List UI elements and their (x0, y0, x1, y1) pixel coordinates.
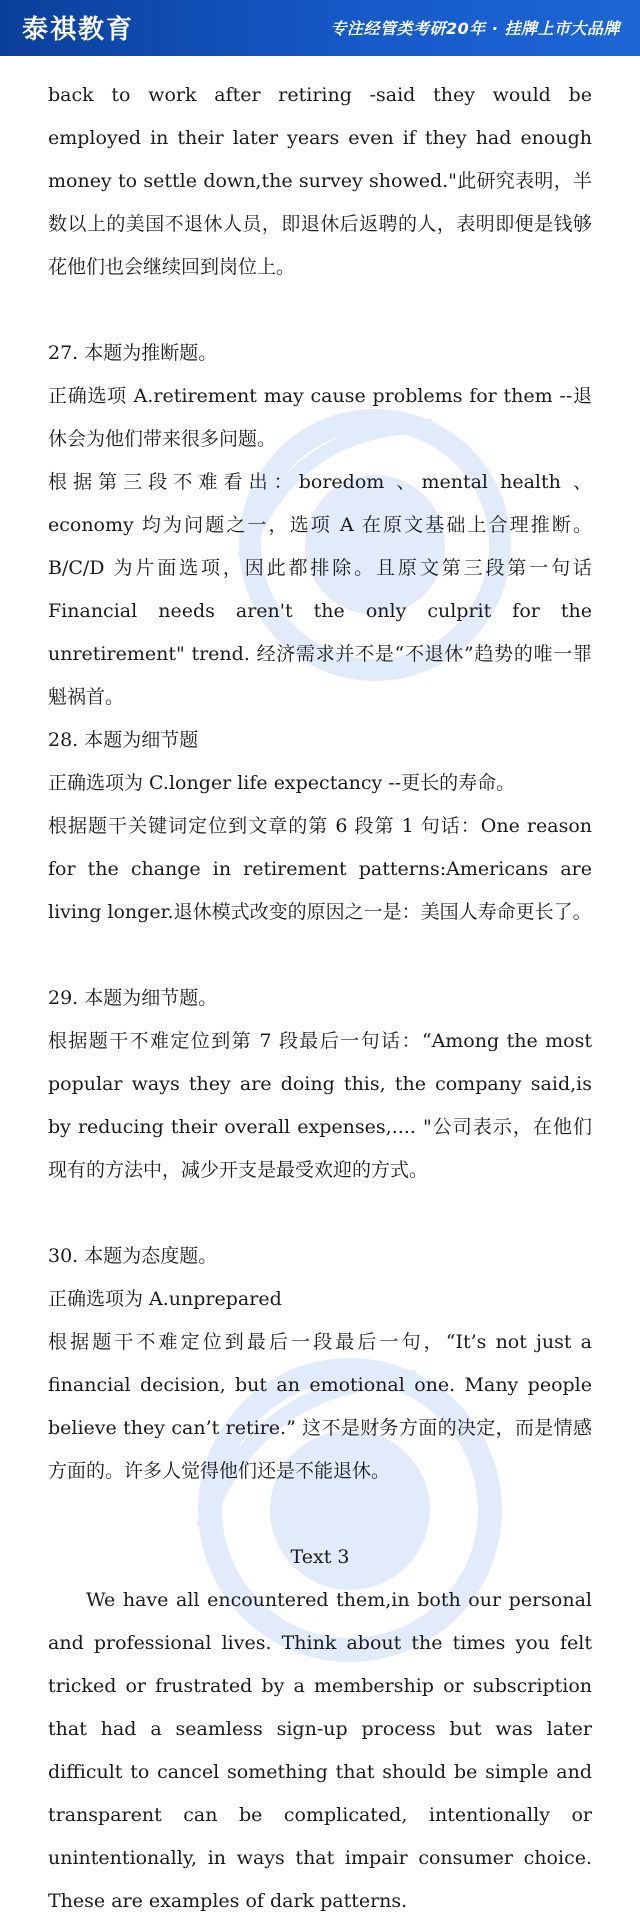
q29-title: 29. 本题为细节题。 (48, 987, 218, 1009)
q30-explanation: 根据题干不难定位到最后一段最后一句，“It’s not just a financial decision, but an emotional one. Many people believe they can’t retire.” 这不是财务方面的决定，而是情感方面的。许多人觉得他们还是不能退休。 (48, 1331, 592, 1482)
q28-answer: 正确选项为 C.longer life expectancy --更长的寿命。 (48, 772, 516, 794)
q27-explanation: 根据第三段不难看出：boredom 、mental health 、economy 均为问题之一，选项 A 在原文基础上合理推断。B/C/D 为片面选项，因此都排除。且原文第三段第一句话 Financial needs aren't the only culprit for the unretirement" trend. 经济需求并不是“不退休”趋势的唯一罪魁祸首。 (48, 471, 592, 708)
page-header (0, 0, 640, 56)
q28-title: 28. 本题为细节题 (48, 729, 199, 751)
q27-answer: 正确选项 A.retirement may cause problems for them --退休会为他们带来很多问题。 (48, 385, 592, 450)
header-slogan: 专注经管类考研20年 · 挂牌上市大品牌 (330, 19, 620, 38)
q30-answer: 正确选项为 A.unprepared (48, 1288, 282, 1310)
text3-title: Text 3 (290, 1546, 350, 1568)
brand-logo-text: 泰祺教育 (22, 15, 135, 45)
text3-paragraph: We have all encountered them,in both our personal and professional lives. Think about the times you felt tricked or frustrated by a membership or subscription that had a seamless sign-up process but was later difficult to cancel something that should be simple and transparent can be complicated, intentionally or unintentionally, in ways that impair consumer choice. These are examples of dark patterns. (48, 1589, 592, 1912)
q28-explanation: 根据题干关键词定位到文章的第 6 段第 1 句话：One reason for the change in retirement patterns:Americans are living longer.退休模式改变的原因之一是：美国人寿命更长了。 (48, 815, 592, 923)
intro-paragraph: back to work after retiring -said they would be employed in their later years even if they had enough money to settle down,the survey showed."此研究表明，半数以上的美国不退休人员，即退休后返聘的人，表明即便是钱够花他们也会继续回到岗位上。 (48, 84, 592, 278)
q27-title: 27. 本题为推断题。 (48, 342, 218, 364)
q29-explanation: 根据题干不难定位到第 7 段最后一句话：“Among the most popular ways they are doing this, the company said,is by reducing their overall expenses,.... "公司表示，在他们现有的方法中，减少开支是最受欢迎的方式。 (48, 1030, 592, 1181)
article-content (48, 74, 592, 1923)
q30-title: 30. 本题为态度题。 (48, 1245, 218, 1267)
